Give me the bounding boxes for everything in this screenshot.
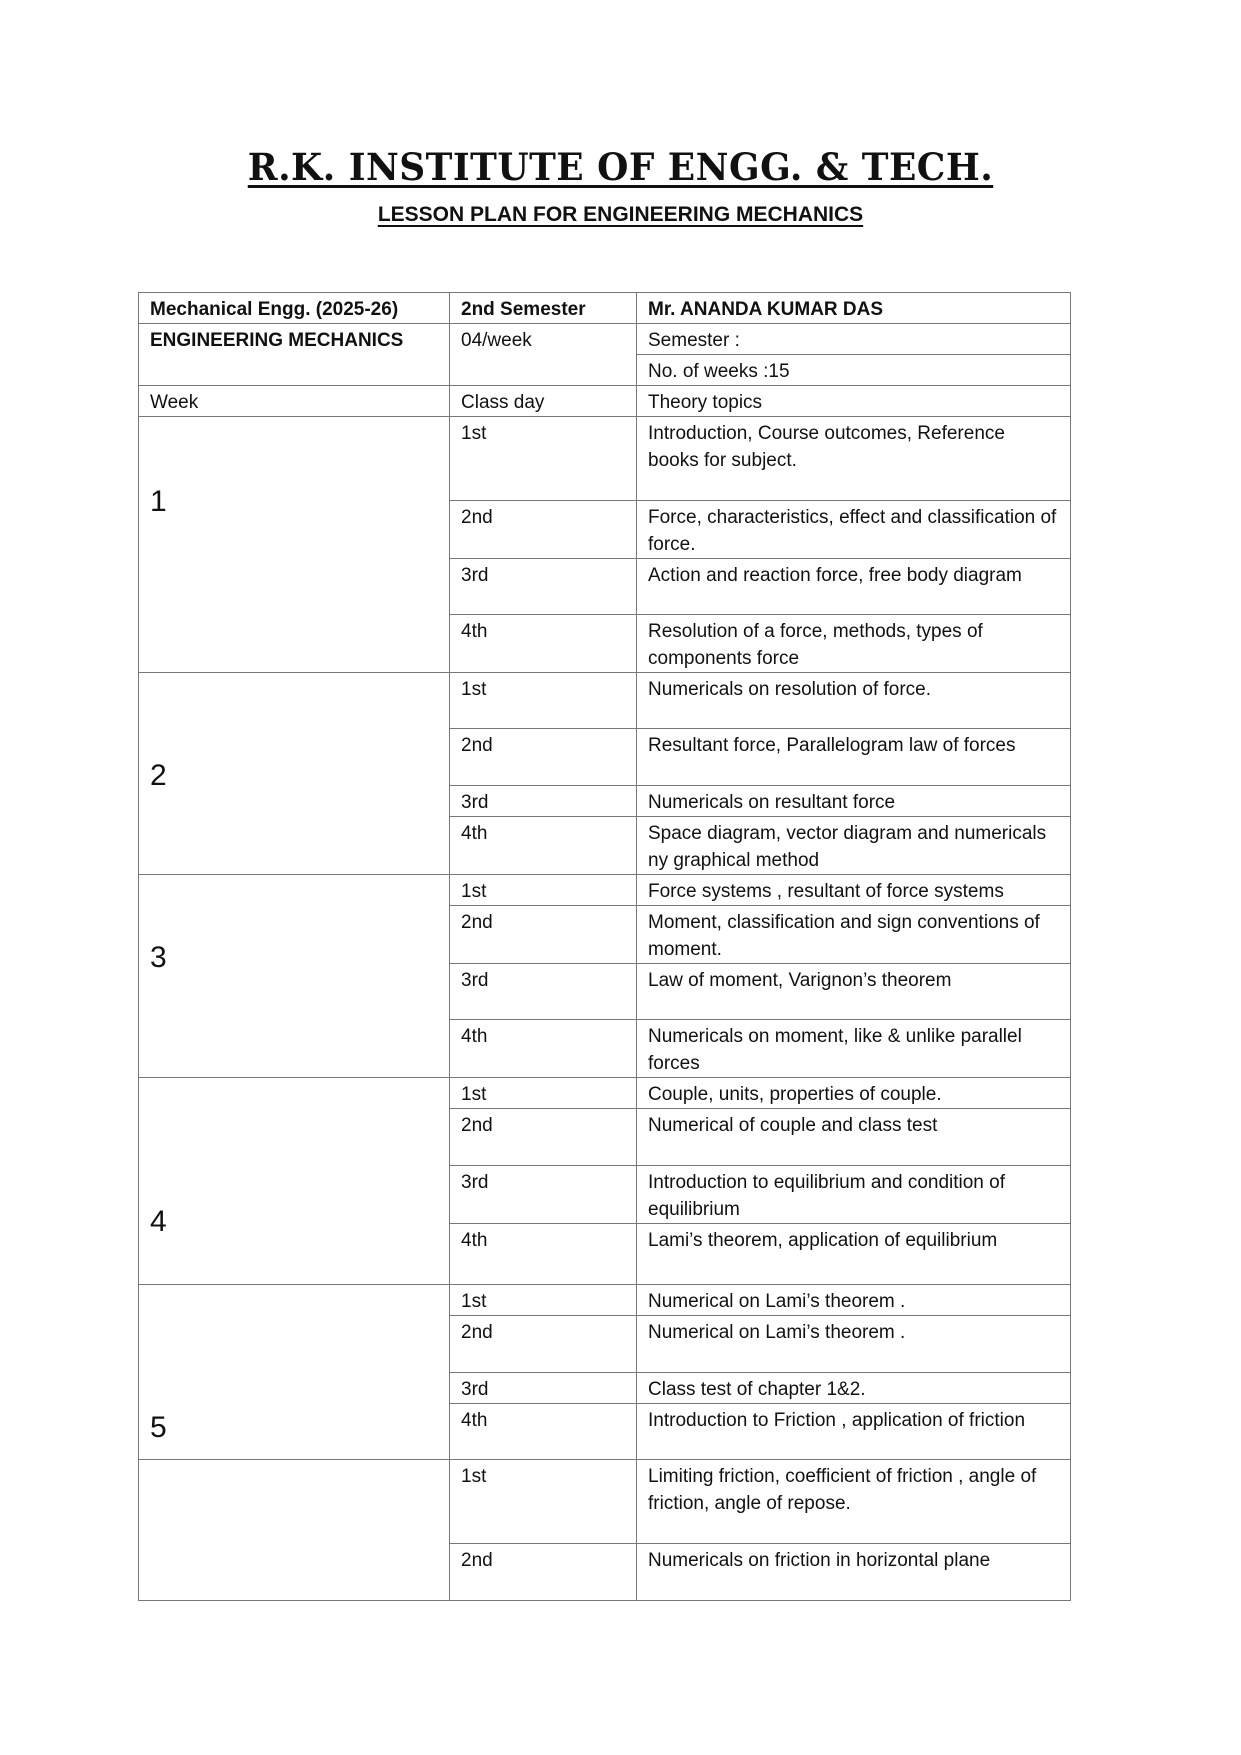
classes-per-week-cell: 04/week bbox=[450, 324, 637, 386]
lesson-plan-table bbox=[138, 292, 1071, 1601]
class-day: 2nd bbox=[450, 1109, 637, 1166]
subject-cell: ENGINEERING MECHANICS bbox=[139, 324, 450, 386]
topic: Introduction to Friction , application of friction bbox=[637, 1404, 1071, 1460]
class-day: 2nd bbox=[450, 729, 637, 786]
table-row bbox=[139, 673, 1071, 729]
table-row bbox=[139, 417, 1071, 501]
subject-row bbox=[139, 324, 1071, 355]
class-day: 1st bbox=[450, 1460, 637, 1544]
class-day-header: Class day bbox=[450, 386, 637, 417]
class-day: 1st bbox=[450, 875, 637, 906]
document-subtitle: LESSON PLAN FOR ENGINEERING MECHANICS bbox=[377, 203, 864, 226]
class-day: 3rd bbox=[450, 1373, 637, 1404]
class-day: 1st bbox=[450, 673, 637, 729]
topic: Limiting friction, coefficient of friction , angle of friction, angle of repose. bbox=[637, 1460, 1071, 1544]
week-header: Week bbox=[139, 386, 450, 417]
table-row bbox=[139, 1460, 1071, 1544]
department-cell: Mechanical Engg. (2025-26) bbox=[139, 293, 450, 324]
table-row bbox=[139, 875, 1071, 906]
class-day: 3rd bbox=[450, 786, 637, 817]
topic: Lami’s theorem, application of equilibrium bbox=[637, 1224, 1071, 1285]
topic: Space diagram, vector diagram and numericals ny graphical method bbox=[637, 817, 1071, 875]
week-number: 3 bbox=[139, 875, 450, 1078]
class-day: 4th bbox=[450, 615, 637, 673]
topic: Resolution of a force, methods, types of components force bbox=[637, 615, 1071, 673]
class-day: 3rd bbox=[450, 1166, 637, 1224]
class-day: 4th bbox=[450, 1224, 637, 1285]
info-row bbox=[139, 293, 1071, 324]
class-day: 1st bbox=[450, 417, 637, 501]
class-day: 3rd bbox=[450, 964, 637, 1020]
topic: Numericals on moment, like & unlike parallel forces bbox=[637, 1020, 1071, 1078]
topic: Force systems , resultant of force systems bbox=[637, 875, 1071, 906]
class-day: 1st bbox=[450, 1078, 637, 1109]
semester-cell: 2nd Semester bbox=[450, 293, 637, 324]
class-day: 2nd bbox=[450, 1544, 637, 1601]
topic: Numericals on friction in horizontal plane bbox=[637, 1544, 1071, 1601]
weeks-count-cell: No. of weeks :15 bbox=[637, 355, 1071, 386]
topic: Introduction, Course outcomes, Reference books for subject. bbox=[637, 417, 1071, 501]
topic: Action and reaction force, free body diagram bbox=[637, 559, 1071, 615]
class-day: 4th bbox=[450, 817, 637, 875]
class-day: 2nd bbox=[450, 906, 637, 964]
topic: Numericals on resolution of force. bbox=[637, 673, 1071, 729]
table-row bbox=[139, 1285, 1071, 1316]
table-row bbox=[139, 1078, 1071, 1109]
topic: Resultant force, Parallelogram law of forces bbox=[637, 729, 1071, 786]
class-day: 4th bbox=[450, 1020, 637, 1078]
class-day: 2nd bbox=[450, 501, 637, 559]
topic: Numerical of couple and class test bbox=[637, 1109, 1071, 1166]
header-row bbox=[139, 386, 1071, 417]
teacher-cell: Mr. ANANDA KUMAR DAS bbox=[637, 293, 1071, 324]
class-day: 2nd bbox=[450, 1316, 637, 1373]
topic: Force, characteristics, effect and classification of force. bbox=[637, 501, 1071, 559]
class-day: 4th bbox=[450, 1404, 637, 1460]
class-day: 3rd bbox=[450, 559, 637, 615]
week-number: 5 bbox=[139, 1285, 450, 1460]
week-number: 2 bbox=[139, 673, 450, 875]
week-number: 4 bbox=[139, 1078, 450, 1285]
topics-header: Theory topics bbox=[637, 386, 1071, 417]
institute-title: R.K. INSTITUTE OF ENGG. & TECH. bbox=[247, 145, 994, 189]
week-number bbox=[139, 1460, 450, 1601]
topic: Class test of chapter 1&2. bbox=[637, 1373, 1071, 1404]
topic: Couple, units, properties of couple. bbox=[637, 1078, 1071, 1109]
class-day: 1st bbox=[450, 1285, 637, 1316]
week-number: 1 bbox=[139, 417, 450, 673]
topic: Moment, classification and sign conventions of moment. bbox=[637, 906, 1071, 964]
semester-label-cell: Semester : bbox=[637, 324, 1071, 355]
topic: Numerical on Lami’s theorem . bbox=[637, 1285, 1071, 1316]
topic: Numericals on resultant force bbox=[637, 786, 1071, 817]
topic: Introduction to equilibrium and condition of equilibrium bbox=[637, 1166, 1071, 1224]
topic: Numerical on Lami’s theorem . bbox=[637, 1316, 1071, 1373]
topic: Law of moment, Varignon’s theorem bbox=[637, 964, 1071, 1020]
